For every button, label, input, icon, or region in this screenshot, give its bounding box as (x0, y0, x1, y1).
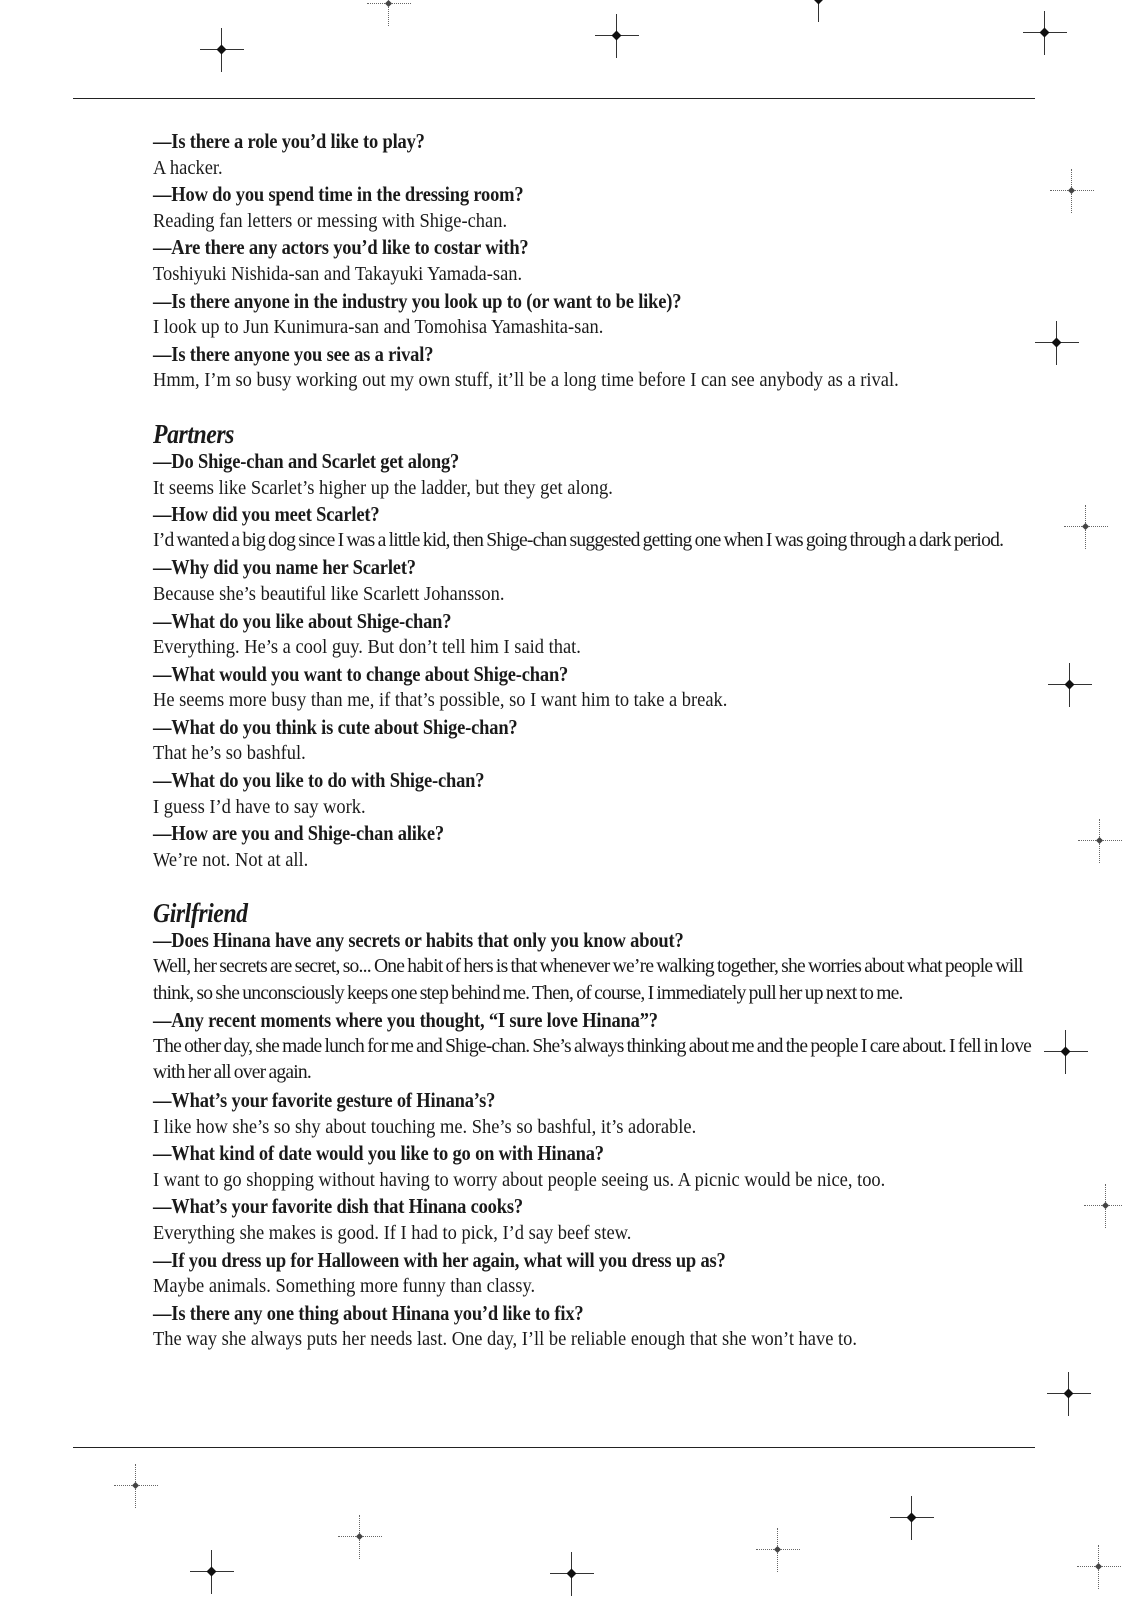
top-rule (73, 98, 1035, 99)
question: —How did you meet Scarlet? (153, 502, 380, 527)
question: —Any recent moments where you thought, “I sure love Hinana”? (153, 1008, 658, 1033)
sparkle-icon (1047, 1372, 1091, 1416)
answer: Well, her secrets are secret, so... One habit of hers is that whenever we’re walking together, she worries about what people will think, so she unconsciously keeps one step behind me. Then, of course, I immediately pull her up next to me. (153, 956, 1023, 1004)
answer: That he’s so bashful. (153, 742, 306, 765)
question: —What kind of date would you like to go on with Hinana? (153, 1141, 604, 1166)
question: —What do you like about Shige-chan? (153, 608, 452, 633)
question: —How do you spend time in the dressing room? (153, 182, 524, 207)
question: —Why did you name her Scarlet? (153, 555, 416, 580)
sparkle-icon (1077, 1545, 1121, 1589)
question: —What do you think is cute about Shige-chan? (153, 714, 518, 739)
question: —What’s your favorite dish that Hinana cooks? (153, 1194, 523, 1219)
answer: I look up to Jun Kunimura-san and Tomohisa Yamashita-san. (153, 316, 604, 339)
question: —Is there anyone you see as a rival? (153, 341, 434, 366)
sparkle-icon (1048, 663, 1092, 707)
sparkle-icon (797, 0, 841, 22)
question: —What’s your favorite gesture of Hinana’s? (153, 1088, 496, 1112)
answer: Because she’s beautiful like Scarlett Johansson. (153, 582, 505, 605)
question: —Is there any one thing about Hinana you’d like to fix? (153, 1300, 584, 1325)
answer: Everything. He’s a cool guy. But don’t tell him I said that. (153, 636, 581, 659)
sparkle-icon (190, 1550, 234, 1594)
sparkle-icon (550, 1552, 594, 1596)
answer: I’d wanted a big dog since I was a little kid, then Shige-chan suggested getting one when I was going through a dark period. (153, 529, 1004, 551)
question: —If you dress up for Halloween with her again, what will you dress up as? (153, 1247, 726, 1272)
bottom-rule (73, 1447, 1035, 1448)
sparkle-icon (1023, 11, 1067, 55)
question: —Is there anyone in the industry you look up to (or want to be like)? (153, 288, 682, 313)
section-heading-girlfriend: Girlfriend (153, 898, 248, 929)
sparkle-icon (756, 1528, 800, 1572)
sparkle-icon (367, 0, 411, 26)
answer: I like how she’s so shy about touching me. She’s so bashful, it’s adorable. (153, 1115, 697, 1138)
answer: Reading fan letters or messing with Shige-chan. (153, 209, 508, 232)
question: —How are you and Shige-chan alike? (153, 821, 444, 846)
answer: Maybe animals. Something more funny than classy. (153, 1275, 536, 1298)
sparkle-icon (890, 1496, 934, 1540)
answer: Everything she makes is good. If I had to pick, I’d say beef stew. (153, 1221, 632, 1244)
answer: The way she always puts her needs last. One day, I’ll be reliable enough that she won’t have to. (153, 1328, 857, 1351)
answer: A hacker. (153, 156, 223, 179)
sparkle-icon (200, 28, 244, 72)
interview-content (153, 128, 1053, 1353)
question: —Does Hinana have any secrets or habits that only you know about? (153, 928, 684, 953)
answer: It seems like Scarlet’s higher up the ladder, but they get along. (153, 476, 613, 499)
sparkle-icon (1078, 819, 1122, 863)
sparkle-icon (114, 1464, 158, 1508)
answer: Hmm, I’m so busy working out my own stuff, it’ll be a long time before I can see anybody as a rival. (153, 369, 899, 392)
sparkle-icon (1084, 1184, 1123, 1228)
section-heading-partners: Partners (153, 418, 234, 449)
sparkle-icon (595, 14, 639, 58)
answer: The other day, she made lunch for me and Shige-chan. She’s always thinking about me and the people I care about. I fell in love with her all over again. (153, 1035, 1032, 1084)
sparkle-icon (1050, 169, 1094, 213)
answer: He seems more busy than me, if that’s possible, so I want him to take a break. (153, 689, 728, 712)
answer: We’re not. Not at all. (153, 848, 309, 871)
answer: I guess I’d have to say work. (153, 795, 366, 818)
question: —What would you want to change about Shige-chan? (153, 661, 569, 686)
sparkle-icon (1064, 505, 1108, 549)
question: —Do Shige-chan and Scarlet get along? (153, 448, 460, 473)
question: —Are there any actors you’d like to costar with? (153, 235, 529, 260)
answer: Toshiyuki Nishida-san and Takayuki Yamada-san. (153, 262, 523, 285)
answer: I want to go shopping without having to worry about people seeing us. A picnic would be nice, too. (153, 1168, 886, 1191)
question: —Is there a role you’d like to play? (153, 129, 425, 153)
sparkle-icon (338, 1515, 382, 1559)
question: —What do you like to do with Shige-chan? (153, 768, 485, 793)
